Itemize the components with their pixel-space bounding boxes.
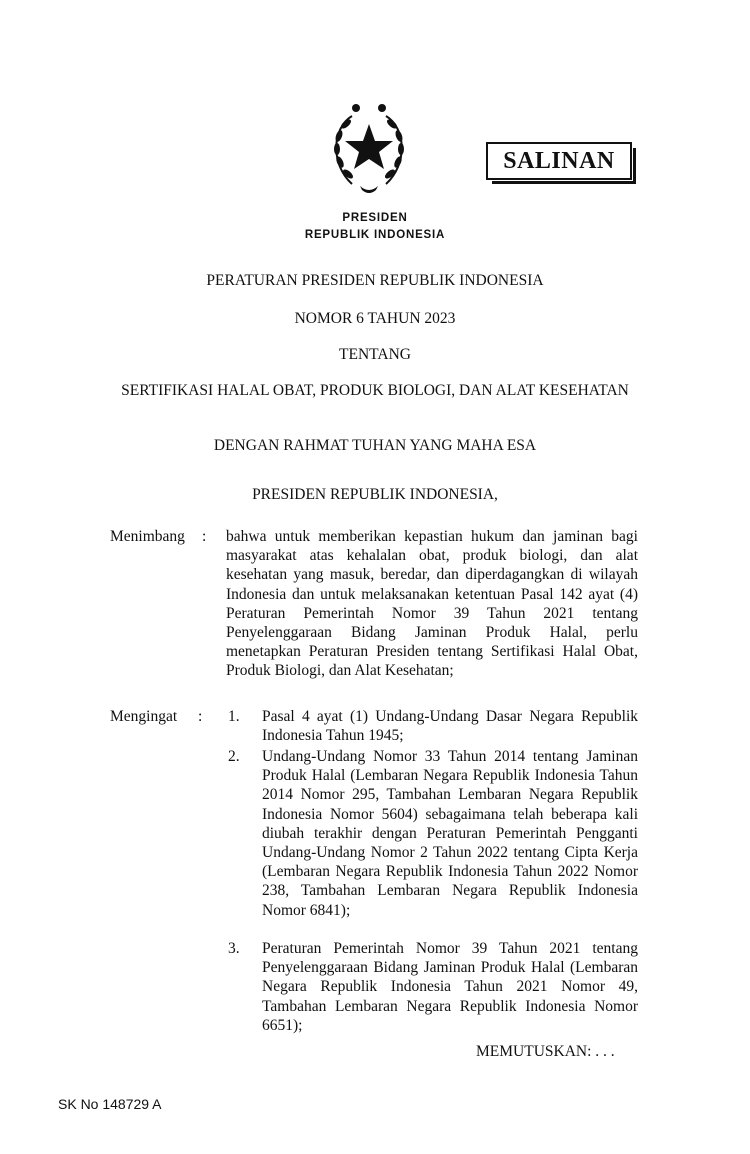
issuer-line: PRESIDEN REPUBLIK INDONESIA, xyxy=(252,486,498,503)
presidential-emblem xyxy=(322,98,416,198)
mengingat-item: Peraturan Pemerintah Nomor 39 Tahun 2021 tentang Penyelenggaraan Bidang Jaminan Produk Halal (Lembaran Negara Republik Indonesia Tahun 2021 Nomor 49, Tambahan Lembaran Negara Republik Indonesia Nomor 6651); xyxy=(262,940,638,1034)
regulation-subject: SERTIFIKASI HALAL OBAT, PRODUK BIOLOGI, DAN ALAT KESEHATAN xyxy=(121,382,629,399)
mengingat-item-number: 3. xyxy=(228,940,240,957)
menimbang-colon: : xyxy=(202,528,207,545)
header-line-2: REPUBLIK INDONESIA xyxy=(304,229,446,241)
mengingat-item-number: 1. xyxy=(228,708,240,725)
regulation-number: NOMOR 6 TAHUN 2023 xyxy=(294,310,456,327)
regulation-title: PERATURAN PRESIDEN REPUBLIK INDONESIA xyxy=(206,272,544,289)
mengingat-colon: : xyxy=(198,708,203,725)
menimbang-text: bahwa untuk memberikan kepastian hukum dan jaminan bagi masyarakat atas kehalalan obat, produk biologi, dan alat kesehatan yang masuk, beredar, dan diperdagangkan di wilayah Indonesia dan untuk melaksanakan ketentuan Pasal 142 ayat (4) Peraturan Pemerintah Nomor 39 Tahun 2021 tentang Penyelenggaraan Bidang Jaminan Produk Halal, perlu menetapkan Peraturan Presiden tentang Sertifikasi Halal Obat, Produk Biologi, dan Alat Kesehatan; xyxy=(226,528,638,680)
header-line-1: PRESIDEN xyxy=(342,212,408,224)
menimbang-label: Menimbang xyxy=(110,528,185,545)
mengingat-label: Mengingat xyxy=(110,708,178,725)
salinan-stamp xyxy=(486,142,632,180)
regulation-about: TENTANG xyxy=(339,346,411,363)
footer-document-code: SK No 148729 A xyxy=(58,1096,162,1112)
continuation-catchword: MEMUTUSKAN: . . . xyxy=(476,1043,615,1060)
salinan-stamp-text: SALINAN xyxy=(503,148,615,174)
mengingat-item: Pasal 4 ayat (1) Undang-Undang Dasar Negara Republik Indonesia Tahun 1945; xyxy=(262,708,638,745)
mengingat-item-number: 2. xyxy=(228,748,240,765)
blessing-line: DENGAN RAHMAT TUHAN YANG MAHA ESA xyxy=(213,437,537,454)
mengingat-item: Undang-Undang Nomor 33 Tahun 2014 tentang Jaminan Produk Halal (Lembaran Negara Republik Indonesia Tahun 2014 Nomor 295, Tambahan Lembaran Negara Republik Indonesia Nomor 5604) sebagaimana telah beberapa kali diubah terakhir dengan Peraturan Pemerintah Pengganti Undang-Undang Nomor 2 Tahun 2022 tentang Cipta Kerja (Lembaran Negara Republik Indonesia Tahun 2022 Nomor 238, Tambahan Lembaran Negara Republik Indonesia Nomor 6841); xyxy=(262,748,638,919)
